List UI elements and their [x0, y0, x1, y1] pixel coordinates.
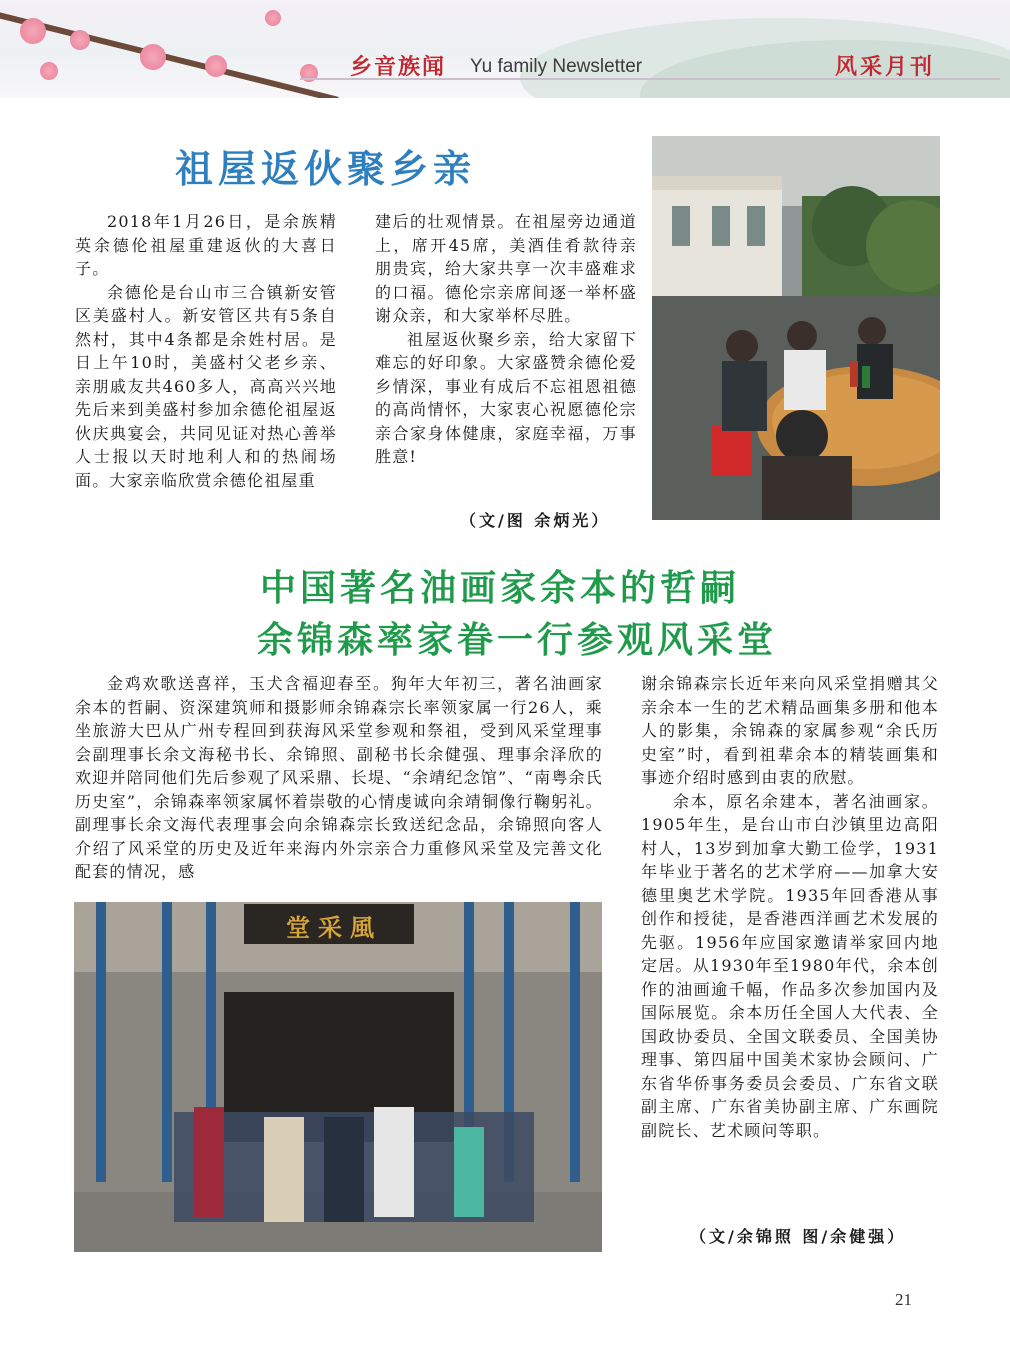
page-number: 21 [895, 1290, 912, 1309]
plum-blossom-icon [40, 62, 58, 80]
section-title: 乡音族闻 [350, 55, 447, 80]
paragraph: 谢余锦森宗长近年来向风采堂捐赠其父亲余本一生的艺术精品画集多册和他本人的影集，余锦森的家属参观“余氏历史室”时，看到祖辈余本的精装画集和事迹介绍时感到由衷的欣慰。 [641, 674, 939, 787]
group-photo [74, 902, 602, 1252]
banquet-photo [652, 136, 940, 520]
banquet-photo-image [652, 136, 940, 520]
magazine-title: 风采月刊 [835, 55, 936, 80]
plum-blossom-icon [205, 55, 227, 77]
article1-credit: （文/图 余炳光） [460, 511, 611, 530]
paragraph: 余本，原名余建本，著名油画家。1905年生，是台山市白沙镇里边高阳村人，13岁到加拿大勤工俭学，1931年毕业于著名的艺术学府——加拿大安德里奥艺术学院。1935年回香港从事创作和授徒，是香港西洋画艺术发展的先驱。1956年应国家邀请举家回内地定居。从1930年至1980年代，余本创作的油画逾千幅，作品多次参加国内及国际展览。余本历任全国人大代表、全国政协委员、全国文联委员、全国美协理事、第四届中国美术家协会顾问、广东省华侨事务委员会委员、广东省文联副主席、广东省美协副主席、广东画院副院长、艺术顾问等职。 [641, 791, 939, 1140]
paragraph: 祖屋返伙聚乡亲，给大家留下难忘的好印象。大家盛赞余德伦爱乡情深，事业有成后不忘祖恩祖德的高尚情怀，大家衷心祝愿德伦宗亲合家身体健康，家庭幸福，万事胜意! [375, 329, 637, 466]
article2-headline-line2: 余锦森率家眷一行参观风采堂 [256, 620, 777, 661]
paragraph: 2018年1月26日，是余族精英余德伦祖屋重建返伙的大喜日子。 [75, 212, 337, 278]
paragraph: 建后的壮观情景。在祖屋旁边通道上，席开45席，美酒佳肴款待亲朋贵宾，给大家共享一次丰盛难求的口福。德伦宗亲席间逐一举杯盛谢众亲，和大家举杯尽胜。 [375, 212, 637, 325]
paragraph: 余德伦是台山市三合镇新安管区美盛村人。新安管区共有5条自然村，其中4条都是余姓村居。是日上午10时，美盛村父老乡亲、亲朋戚友共460多人，高高兴兴地先后来到美盛村参加余德伦祖屋返伙庆典宴会，共同见证对热心善举人士报以天时地利人和的热闹场面。大家亲临欣赏余德伦祖屋重 [75, 282, 337, 490]
plum-blossom-icon [70, 30, 90, 50]
article2-credit: （文/余锦照 图/余健强） [690, 1227, 907, 1246]
article1-headline: 祖屋返伙聚乡亲 [175, 147, 477, 191]
plum-blossom-icon [140, 44, 166, 70]
group-photo-image [74, 902, 602, 1252]
article1-column-2 [375, 210, 637, 510]
article2-column-2 [641, 672, 939, 1212]
plum-blossom-icon [20, 18, 46, 44]
article2-column-1 [75, 672, 603, 902]
page-header [0, 0, 1010, 98]
article2-headline-line1: 中国著名油画家余本的哲嗣 [259, 568, 740, 609]
plum-branch-decoration [0, 10, 340, 98]
fengcaitang-sign: 堂采風 [286, 913, 382, 942]
newsletter-title: Yu family Newsletter [470, 56, 643, 77]
plum-blossom-icon [265, 10, 281, 26]
article1-column-1 [75, 210, 337, 530]
paragraph: 金鸡欢歌送喜祥，玉犬含福迎春至。狗年大年初三，著名油画家余本的哲嗣、资深建筑师和摄影师余锦森宗长率领家属一行26人，乘坐旅游大巴从广州专程回到获海风采堂参观和祭祖，受到风采堂理事会副理事长余文海秘书长、余锦照、副秘书长余健强、理事余泽欣的欢迎并陪同他们先后参观了风采鼎、长堤、“余靖纪念馆”、“南粤余氏历史室”，余锦森率领家属怀着崇敬的心情虔诚向余靖铜像行鞠躬礼。副理事长余文海代表理事会向余锦森宗长致送纪念品，余锦照向客人介绍了风采堂的历史及近年来海内外宗亲合力重修风采堂及完善文化配套的情况，感 [75, 674, 603, 881]
